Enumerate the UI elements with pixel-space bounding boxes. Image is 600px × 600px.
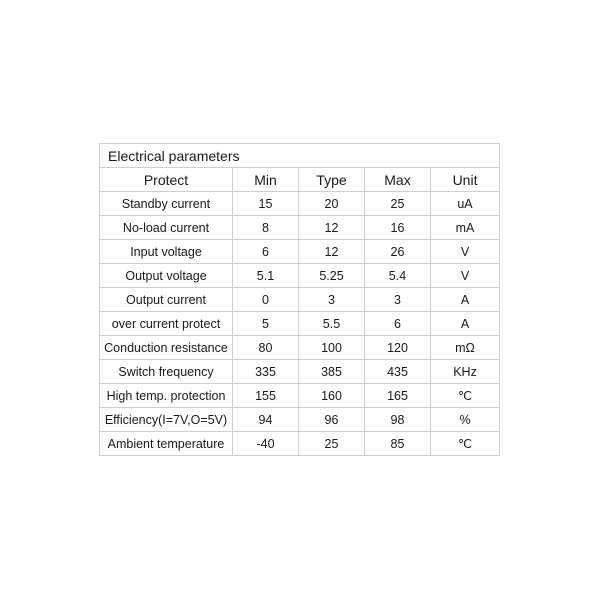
row-type: 5.5: [299, 312, 365, 336]
row-max: 120: [365, 336, 431, 360]
header-unit: Unit: [431, 168, 500, 192]
table-row: [100, 216, 500, 240]
row-max: 6: [365, 312, 431, 336]
table-row: [100, 408, 500, 432]
row-max: 3: [365, 288, 431, 312]
row-type: 3: [299, 288, 365, 312]
row-max: 16: [365, 216, 431, 240]
row-unit: ℃: [431, 384, 500, 408]
row-label: Ambient temperature: [100, 432, 233, 456]
row-label: Output current: [100, 288, 233, 312]
table-row: [100, 384, 500, 408]
row-type: 12: [299, 240, 365, 264]
row-type: 160: [299, 384, 365, 408]
title-row: [100, 144, 500, 168]
row-label: Standby current: [100, 192, 233, 216]
row-type: 100: [299, 336, 365, 360]
table-row: [100, 432, 500, 456]
row-max: 85: [365, 432, 431, 456]
row-min: 5.1: [233, 264, 299, 288]
header-type: Type: [299, 168, 365, 192]
table-row: [100, 240, 500, 264]
row-unit: %: [431, 408, 500, 432]
row-type: 5.25: [299, 264, 365, 288]
row-max: 26: [365, 240, 431, 264]
table-row: [100, 264, 500, 288]
row-type: 12: [299, 216, 365, 240]
table-row: [100, 336, 500, 360]
row-max: 98: [365, 408, 431, 432]
row-max: 435: [365, 360, 431, 384]
row-unit: mA: [431, 216, 500, 240]
row-max: 165: [365, 384, 431, 408]
row-max: 5.4: [365, 264, 431, 288]
table-title: Electrical parameters: [100, 144, 500, 168]
row-unit: V: [431, 240, 500, 264]
table-row: [100, 288, 500, 312]
row-label: Output voltage: [100, 264, 233, 288]
row-min: 94: [233, 408, 299, 432]
row-unit: mΩ: [431, 336, 500, 360]
electrical-parameters-table: [99, 143, 500, 456]
row-min: 155: [233, 384, 299, 408]
row-label: Input voltage: [100, 240, 233, 264]
row-min: 80: [233, 336, 299, 360]
row-min: 8: [233, 216, 299, 240]
row-min: -40: [233, 432, 299, 456]
row-type: 25: [299, 432, 365, 456]
row-unit: ℃: [431, 432, 500, 456]
row-label: High temp. protection: [100, 384, 233, 408]
row-type: 96: [299, 408, 365, 432]
row-unit: V: [431, 264, 500, 288]
table-row: [100, 192, 500, 216]
row-type: 385: [299, 360, 365, 384]
row-min: 6: [233, 240, 299, 264]
row-unit: KHz: [431, 360, 500, 384]
row-min: 15: [233, 192, 299, 216]
header-max: Max: [365, 168, 431, 192]
row-type: 20: [299, 192, 365, 216]
row-label: Conduction resistance: [100, 336, 233, 360]
row-unit: A: [431, 288, 500, 312]
table-row: [100, 312, 500, 336]
header-min: Min: [233, 168, 299, 192]
row-max: 25: [365, 192, 431, 216]
row-min: 0: [233, 288, 299, 312]
row-label: Efficiency(I=7V,O=5V): [100, 408, 233, 432]
row-unit: A: [431, 312, 500, 336]
row-min: 335: [233, 360, 299, 384]
row-min: 5: [233, 312, 299, 336]
row-label: Switch frequency: [100, 360, 233, 384]
row-label: over current protect: [100, 312, 233, 336]
table-row: [100, 360, 500, 384]
row-label: No-load current: [100, 216, 233, 240]
row-unit: uA: [431, 192, 500, 216]
header-protect: Protect: [100, 168, 233, 192]
header-row: [100, 168, 500, 192]
